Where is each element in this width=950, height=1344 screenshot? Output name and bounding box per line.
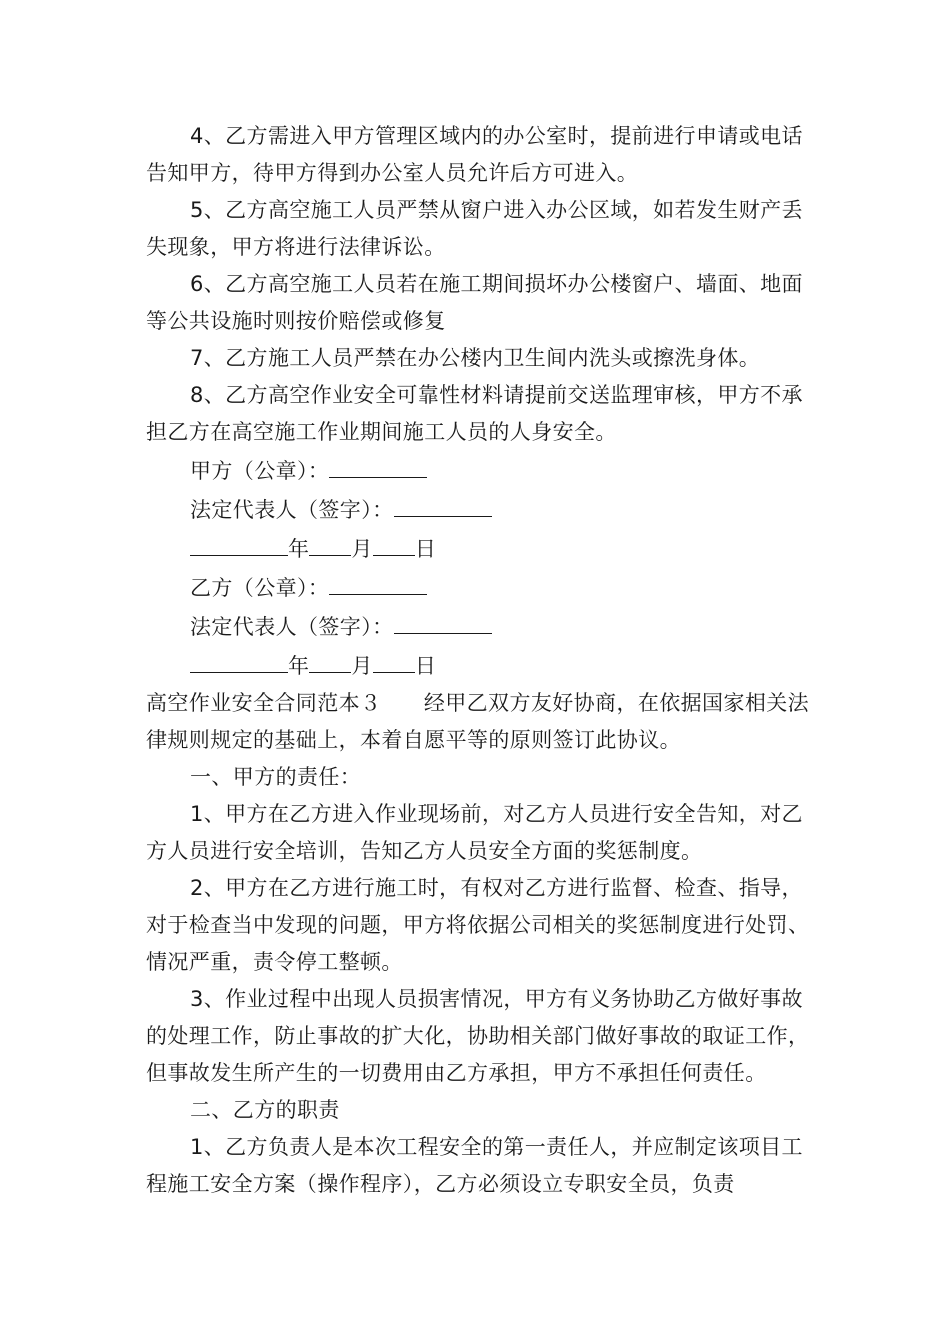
clause-6: 6、乙方高空施工人员若在施工期间损坏办公楼窗户、墙面、地面等公共设施时则按价赔偿或修复	[146, 272, 803, 333]
party-a-rep-label: 法定代表人（签字）：	[190, 498, 394, 522]
party-b-rep-blank[interactable]	[394, 607, 492, 634]
party-b-seal-line	[146, 568, 822, 607]
heading-party-b-duties: 二、乙方的职责	[190, 1098, 340, 1122]
party-a-day-blank[interactable]	[373, 529, 415, 556]
party-b-item-1: 1、乙方负责人是本次工程安全的第一责任人，并应制定该项目工程施工安全方案（操作程序），乙方必须设立专职安全员，负责	[146, 1135, 803, 1196]
clause-5: 5、乙方高空施工人员严禁从窗户进入办公区域，如若发生财产丢失现象，甲方将进行法律诉讼。	[146, 198, 803, 259]
party-a-rep-blank[interactable]	[394, 490, 492, 517]
party-b-seal-blank[interactable]	[329, 568, 427, 595]
party-a-month-label: 月	[351, 537, 373, 561]
party-a-rep-line	[146, 490, 822, 529]
party-b-day-label: 日	[414, 654, 437, 678]
party-b-rep-line	[146, 607, 822, 646]
party-a-seal-label: 甲方（公章）：	[190, 459, 330, 483]
party-b-month-blank[interactable]	[309, 646, 351, 673]
party-a-day-label: 日	[414, 537, 437, 561]
party-b-year-label: 年	[288, 654, 310, 678]
document-body	[146, 118, 822, 1203]
party-b-year-blank[interactable]	[190, 646, 288, 673]
section-title: 高空作业安全合同范本３	[146, 691, 382, 715]
party-b-day-blank[interactable]	[373, 646, 415, 673]
heading-party-a-duties: 一、甲方的责任：	[190, 765, 362, 789]
party-a-date-line	[146, 529, 822, 568]
party-b-month-label: 月	[351, 654, 373, 678]
party-b-date-line	[146, 646, 822, 685]
party-b-rep-label: 法定代表人（签字）：	[190, 615, 394, 639]
section-intro: 经甲乙双方友好协商，在依据国家相关法律规则规定的基础上，本着自愿平等的原则签订此协议。	[146, 691, 810, 752]
party-a-seal-blank[interactable]	[329, 451, 427, 478]
section-intro-paragraph	[146, 685, 822, 759]
party-a-month-blank[interactable]	[309, 529, 351, 556]
clause-7: 7、乙方施工人员严禁在办公楼内卫生间内洗头或擦洗身体。	[190, 346, 761, 370]
party-a-item-3: 3、作业过程中出现人员损害情况，甲方有义务协助乙方做好事故的处理工作，防止事故的扩大化，协助相关部门做好事故的取证工作，但事故发生所产生的一切费用由乙方承担，甲方不承担任何责任。	[146, 987, 810, 1085]
party-a-year-label: 年	[288, 537, 310, 561]
party-a-year-blank[interactable]	[190, 529, 288, 556]
party-a-item-2: 2、甲方在乙方进行施工时，有权对乙方进行监督、检查、指导，对于检查当中发现的问题，甲方将依据公司相关的奖惩制度进行处罚、情况严重，责令停工整顿。	[146, 876, 810, 974]
clause-4: 4、乙方需进入甲方管理区域内的办公室时，提前进行申请或电话告知甲方，待甲方得到办公室人员允许后方可进入。	[146, 124, 803, 185]
clause-8: 8、乙方高空作业安全可靠性材料请提前交送监理审核，甲方不承担乙方在高空施工作业期间施工人员的人身安全。	[146, 383, 803, 444]
party-a-item-1: 1、甲方在乙方进入作业现场前，对乙方人员进行安全告知，对乙方人员进行安全培训，告知乙方人员安全方面的奖惩制度。	[146, 802, 803, 863]
party-a-seal-line	[146, 451, 822, 490]
party-b-seal-label: 乙方（公章）：	[190, 576, 330, 600]
